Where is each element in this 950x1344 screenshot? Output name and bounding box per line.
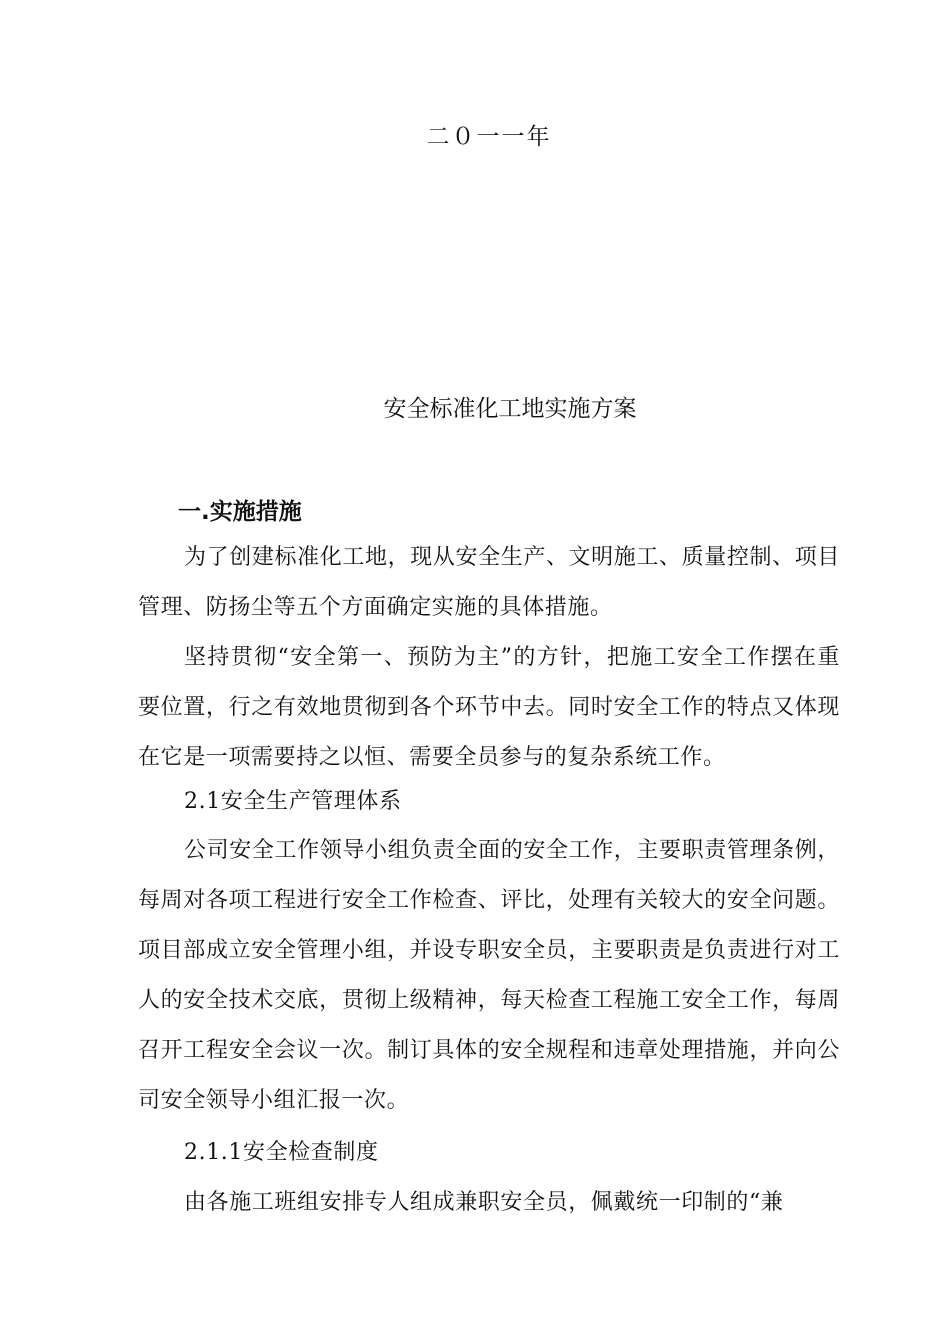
section-heading: 一.实施措施	[178, 499, 302, 525]
paragraph-management: 公司安全工作领导小组负责全面的安全工作，主要职责管理条例，每周对各项工程进行安全工作检查、评比，处理有关较大的安全问题。项目部成立安全管理小组，并设专职安全员，主要职责是负责进行对工人的安全技术交底，贯彻上级精神，每天检查工程施工安全工作，每周召开工程安全会议一次。制订具体的安全规程和违章处理措施，并向公司安全领导小组汇报一次。	[138, 838, 840, 1113]
subsection-heading-2-1: 2.1安全生产管理体系	[184, 789, 402, 814]
subsection-heading-2-1-1: 2.1.1安全检查制度	[184, 1140, 379, 1165]
paragraph-policy: 坚持贯彻“安全第一、预防为主”的方针，把施工安全工作摆在重要位置，行之有效地贯彻到各个环节中去。同时安全工作的特点又体现在它是一项需要持之以恒、需要全员参与的复杂系统工作。	[138, 645, 840, 770]
paragraph-inspection: 由各施工班组安排专人组成兼职安全员，佩戴统一印制的“兼	[184, 1190, 784, 1215]
document-title: 安全标准化工地实施方案	[383, 396, 637, 422]
cover-year: 二０一一年	[426, 124, 552, 150]
paragraph-intro: 为了创建标准化工地，现从安全生产、文明施工、质量控制、项目管理、防扬尘等五个方面确定实施的具体措施。	[138, 545, 840, 620]
